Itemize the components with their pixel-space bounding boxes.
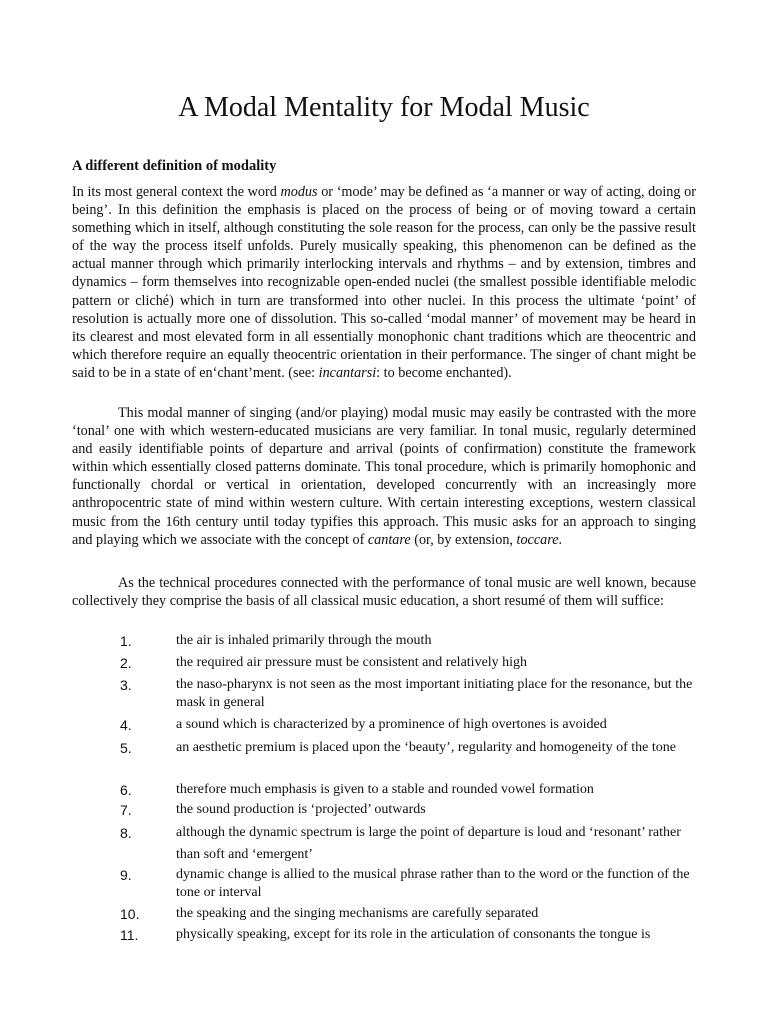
paragraph-1-text-c: : to become enchanted). — [376, 364, 512, 381]
list-item — [72, 676, 696, 716]
list-item-number: 8. — [120, 825, 132, 841]
paragraph-1-emphasis-incantarsi: incantarsi — [318, 364, 377, 381]
list-item-number: 6. — [120, 782, 132, 798]
list-item — [72, 737, 696, 781]
list-item-number: 2. — [120, 655, 132, 671]
list-item-number: 7. — [120, 802, 132, 818]
list-item-text: the air is inhaled primarily through the mouth — [176, 633, 432, 648]
list-item-text: although the dynamic spectrum is large the point of departure is loud and ‘resonant’ rather than soft and ‘emergent’ — [176, 825, 681, 862]
numbered-list — [72, 632, 696, 946]
list-item — [72, 716, 696, 737]
list-item-number: 11. — [120, 927, 139, 943]
paragraph-2 — [72, 404, 696, 549]
list-item-text: therefore much emphasis is given to a stable and rounded vowel formation — [176, 782, 594, 797]
list-item-text: physically speaking, except for its role in the articulation of consonants the tongue is — [176, 927, 651, 942]
paragraph-1-text-a: In its most general context the word — [72, 184, 281, 200]
list-item-text: the sound production is ‘projected’ outwards — [176, 802, 426, 817]
paragraph-2-emphasis-cantare: cantare — [367, 531, 411, 548]
paragraph-2-text-c: . — [558, 531, 563, 548]
list-item-number: 1. — [120, 633, 132, 649]
list-item — [72, 801, 696, 822]
list-item — [72, 822, 696, 866]
list-item — [72, 632, 696, 654]
page-title: A Modal Mentality for Modal Music — [178, 92, 590, 123]
list-item-text: an aesthetic premium is placed upon the ‘beauty’, regularity and homogeneity of the tone — [176, 740, 676, 755]
list-item — [72, 866, 696, 905]
paragraph-3: As the technical procedures connected with the performance of tonal music are well known, because collectively they comprise the basis of all classical music education, a short resumé of them will suffice: — [72, 575, 696, 610]
list-item-text: the speaking and the singing mechanisms are carefully separated — [176, 906, 539, 921]
section-heading: A different definition of modality — [72, 158, 277, 174]
list-item-number: 5. — [120, 740, 132, 756]
paragraph-2-text-b: (or, by extension, — [410, 531, 517, 548]
paragraph-2-emphasis-toccare: toccare — [516, 531, 559, 548]
list-item-number: 10. — [120, 906, 140, 922]
list-item-text: the naso-pharynx is not seen as the most important initiating place for the resonance, but the mask in general — [176, 677, 693, 710]
list-item — [72, 926, 696, 946]
list-item-text: dynamic change is allied to the musical phrase rather than to the word or the function of the tone or interval — [176, 867, 690, 900]
list-item — [72, 905, 696, 926]
list-item-text: the required air pressure must be consistent and relatively high — [176, 655, 528, 670]
list-item — [72, 781, 696, 801]
list-item-text: a sound which is characterized by a prominence of high overtones is avoided — [176, 717, 607, 732]
list-item-number: 4. — [120, 717, 132, 733]
list-item-number: 3. — [120, 677, 132, 693]
list-item — [72, 654, 696, 676]
paragraph-2-text-a: This modal manner of singing (and/or playing) modal music may easily be contrasted with the more ‘tonal’ one with which western-educated musicians are very familiar. In tonal music, regularly determined and easily identifiable points of departure and arrival (points of confirmation) constitute the framework within which essentially closed patterns dominate. This tonal procedure, which is primarily homophonic and functionally chordal or vertical in orientation, developed concurrently with an increasingly more anthropocentric state of mind within western culture. With certain interesting exceptions, western classical music from the 16th century until today typifies this approach. This music asks for an approach to singing and playing which we associate with the concept of — [72, 405, 696, 548]
paragraph-1-text-b: or ‘mode’ may be defined as ‘a manner or way of acting, doing or being’. In this definition the emphasis is placed on the process of being or of moving toward a certain something which in itself, although constituting the sole reason for the process, can only be the passive result of the way the process itself unfolds. Purely musically speaking, this phenomenon can be defined as the actual manner through which primarily interlocking intervals and rhythms – and by extension, timbres and dynamics – form themselves into recognizable open-ended nuclei (the smallest possible identifiable melodic pattern or cliché) which in turn are transformed into other nuclei. In this process the ultimate ‘point’ of resolution is actually more one of dissolution. This so-called ‘modal manner’ of movement may be heard in its clearest and most elevated form in all essentially monophonic chant traditions which are theocentric and which therefore require an equally theocentric orientation in their performance. The singer of chant might be said to be in a state of en‘chant’ment. (see: — [72, 184, 696, 381]
paragraph-1-emphasis-modus: modus — [280, 184, 318, 200]
paragraph-1 — [72, 183, 696, 382]
list-item-number: 9. — [120, 867, 132, 883]
